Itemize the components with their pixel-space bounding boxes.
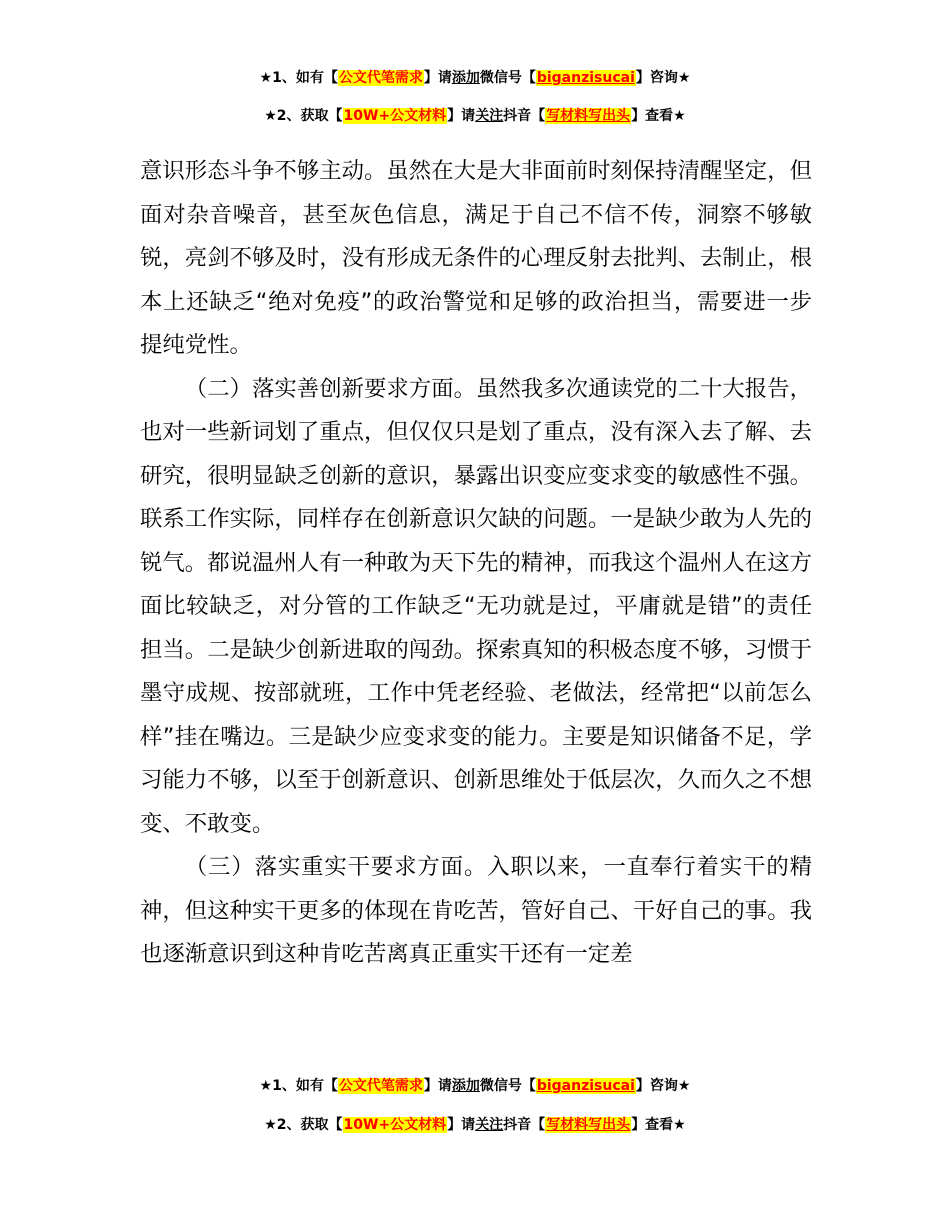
footer-line2-douyin-account: 写材料写出头: [546, 1117, 631, 1133]
footer-line2-douyin-label: 抖音【: [503, 1117, 546, 1133]
footer-line1-wechat-label: 微信号【: [479, 1078, 536, 1094]
footer-line2-highlight-materials: 10W+公文材料: [343, 1117, 447, 1133]
header-line1-highlight-service: 公文代笔需求: [338, 70, 423, 86]
header-line1-wechat-label: 微信号【: [479, 70, 536, 86]
footer-banner-line-2: [0, 1115, 950, 1135]
header-line2-highlight-materials: 10W+公文材料: [343, 108, 447, 124]
footer-banner-line-1: [0, 1076, 950, 1096]
footer-line1-prefix: ★1、如有【: [259, 1078, 338, 1094]
footer-line1-suffix: 】咨询★: [635, 1078, 691, 1094]
footer-line1-wechat-id: biganzisucai: [536, 1078, 635, 1094]
footer-line2-suffix: 】查看★: [631, 1117, 686, 1133]
footer-line2-please: 】请: [447, 1117, 476, 1133]
header-line1-suffix: 】咨询★: [635, 70, 691, 86]
footer-line2-follow: 关注: [475, 1117, 504, 1133]
footer-line1-add: 添加: [451, 1078, 480, 1094]
footer-line2-prefix: ★2、获取【: [264, 1117, 343, 1133]
document-body: [140, 150, 812, 977]
body-paragraph-1: 意识形态斗争不够主动。虽然在大是大非面前时刻保持清醒坚定，但面对杂音噪音，甚至灰色信息，满足于自己不信不传，洞察不够敏锐，亮剑不够及时，没有形成无条件的心理反射去批判、去制止，根本上还缺乏“绝对免疫”的政治警觉和足够的政治担当，需要进一步提纯党性。: [140, 158, 812, 358]
body-paragraph-3: （三）落实重实干要求方面。入职以来，一直奉行着实干的精神，但这种实干更多的体现在肯吃苦，管好自己、干好自己的事。我也逐渐意识到这种肯吃苦离真正重实干还有一定差: [140, 854, 812, 967]
header-line2-follow: 关注: [475, 108, 504, 124]
header-banner-line-1: [0, 68, 950, 88]
footer-line1-please: 】请: [423, 1078, 452, 1094]
header-line2-suffix: 】查看★: [631, 108, 686, 124]
header-line1-add: 添加: [451, 70, 480, 86]
header-banner-line-2: [0, 106, 950, 126]
header-line2-douyin-label: 抖音【: [503, 108, 546, 124]
header-line2-prefix: ★2、获取【: [264, 108, 343, 124]
header-line1-prefix: ★1、如有【: [259, 70, 338, 86]
header-line1-please: 】请: [423, 70, 452, 86]
header-line2-douyin-account: 写材料写出头: [546, 108, 631, 124]
header-line1-wechat-id: biganzisucai: [536, 70, 635, 86]
header-line2-please: 】请: [447, 108, 476, 124]
footer-line1-highlight-service: 公文代笔需求: [338, 1078, 423, 1094]
body-paragraph-2: （二）落实善创新要求方面。虽然我多次通读党的二十大报告，也对一些新词划了重点，但仅仅只是划了重点，没有深入去了解、去研究，很明显缺乏创新的意识，暴露出识变应变求变的敏感性不强。联系工作实际，同样存在创新意识欠缺的问题。一是缺少敢为人先的锐气。都说温州人有一种敢为天下先的精神，而我这个温州人在这方面比较缺乏，对分管的工作缺乏“无功就是过，平庸就是错”的责任担当。二是缺少创新进取的闯劲。探索真知的积极态度不够，习惯于墨守成规、按部就班，工作中凭老经验、老做法，经常把“以前怎么样”挂在嘴边。三是缺少应变求变的能力。主要是知识储备不足，学习能力不够，以至于创新意识、创新思维处于低层次，久而久之不想变、不敢变。: [140, 375, 812, 837]
